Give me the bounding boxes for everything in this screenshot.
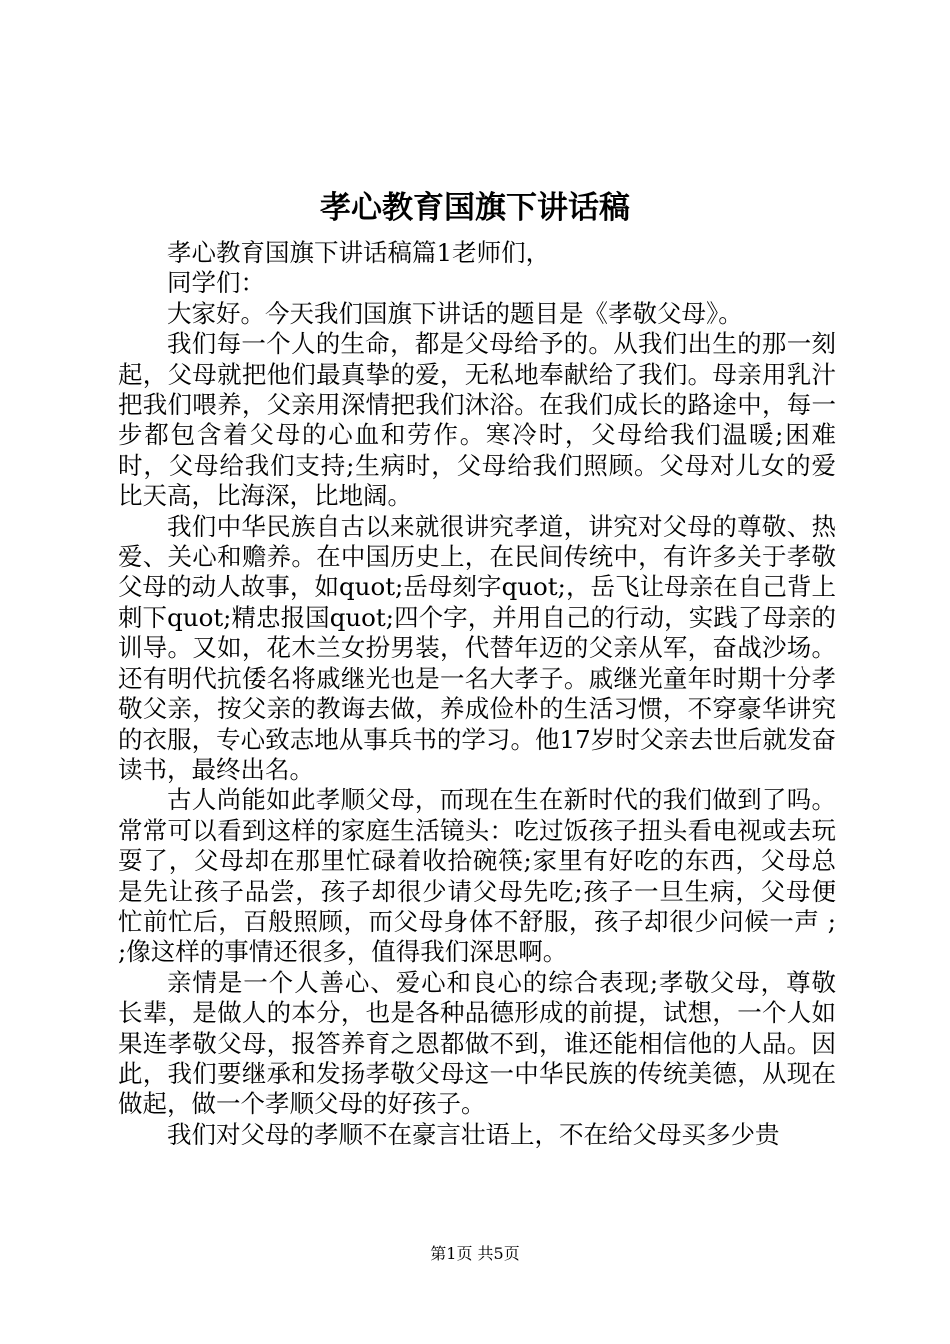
paragraph: 我们每一个人的生命，都是父母给予的。从我们出生的那一刻起，父母就把他们最真挚的爱，无私地奉献给了我们。母亲用乳汁把我们喂养，父亲用深情把我们沐浴。在我们成长的路途中，每一步都包含着父母的心血和劳作。寒冷时，父母给我们温暖;困难时，父母给我们支持;生病时，父母给我们照顾。父母对儿女的爱比天高，比海深，比地阔。 <box>118 329 836 511</box>
paragraph: 大家好。今天我们国旗下讲话的题目是《孝敬父母》。 <box>167 298 743 328</box>
paragraph: 亲情是一个人善心、爱心和良心的综合表现;孝敬父母，尊敬长辈，是做人的本分，也是各种品德形成的前提，试想，一个人如果连孝敬父母，报答养育之恩都做不到，谁还能相信他的人品。因此，我们要继承和发扬孝敬父母这一中华民族的传统美德，从现在做起，做一个孝顺父母的好孩子。 <box>118 967 836 1119</box>
paragraph: 我们中华民族自古以来就很讲究孝道，讲究对父母的尊敬、热爱、关心和赡养。在中国历史上，在民间传统中，有许多关于孝敬父母的动人故事，如quot;岳母刻字quot;，岳飞让母亲在自己背上刺下quot;精忠报国quot;四个字，并用自己的行动，实践了母亲的训导。又如，花木兰女扮男装，代替年迈的父亲从军，奋战沙场。还有明代抗倭名将戚继光也是一名大孝子。戚继光童年时期十分孝敬父亲，按父亲的教诲去做，养成俭朴的生活习惯，不穿豪华讲究的衣服，专心致志地从事兵书的学习。他17岁时父亲去世后就发奋读书，最终出名。 <box>118 511 836 784</box>
page-number-footer: 第1页 共5页 <box>430 1244 520 1263</box>
document-body <box>118 238 836 1150</box>
paragraph: 同学们： <box>167 268 265 298</box>
document-title: 孝心教育国旗下讲话稿 <box>320 190 630 226</box>
paragraph: 古人尚能如此孝顺父母，而现在生在新时代的我们做到了吗。常常可以看到这样的家庭生活镜头：吃过饭孩子扭头看电视或去玩耍了，父母却在那里忙碌着收拾碗筷;家里有好吃的东西，父母总是先让孩子品尝，孩子却很少请父母先吃;孩子一旦生病，父母便忙前忙后，百般照顾，而父母身体不舒服，孩子却很少问候一声 ; ;像这样的事情还很多，值得我们深思啊。 <box>118 785 836 967</box>
paragraph: 我们对父母的孝顺不在豪言壮语上，不在给父母买多少贵 <box>167 1119 780 1149</box>
paragraph: 孝心教育国旗下讲话稿篇1老师们， <box>167 238 551 267</box>
